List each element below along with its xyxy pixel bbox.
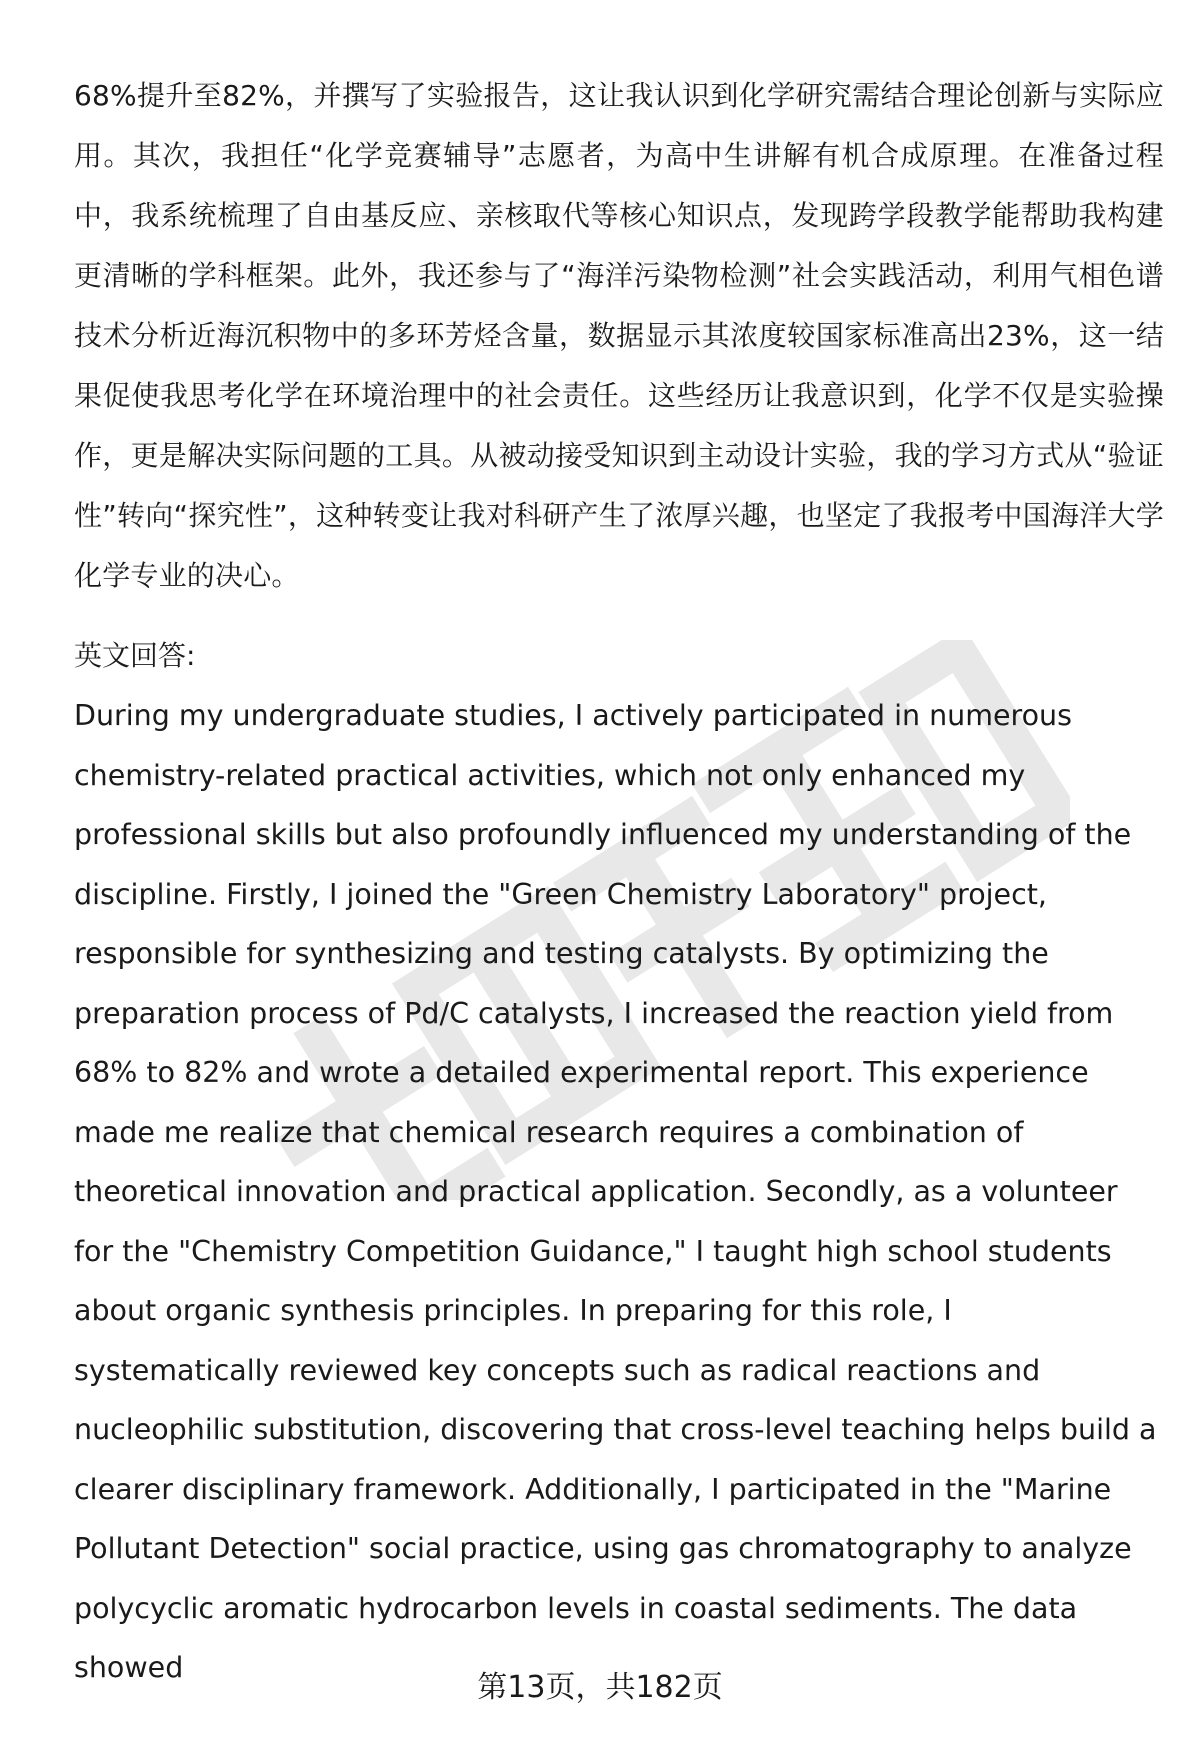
document-body: [74, 66, 1164, 1698]
chinese-answer-paragraph: 68%提升至82%，并撰写了实验报告，这让我认识到化学研究需结合理论创新与实际应用。其次，我担任“化学竞赛辅导”志愿者，为高中生讲解有机合成原理。在准备过程中，我系统梳理了自由基反应、亲核取代等核心知识点，发现跨学段教学能帮助我构建更清晰的学科框架。此外，我还参与了“海洋污染物检测”社会实践活动，利用气相色谱技术分析近海沉积物中的多环芳烃含量，数据显示其浓度较国家标准高出23%，这一结果促使我思考化学在环境治理中的社会责任。这些经历让我意识到，化学不仅是实验操作，更是解决实际问题的工具。从被动接受知识到主动设计实验，我的学习方式从“验证性”转向“探究性”，这种转变让我对科研产生了浓厚兴趣，也坚定了我报考中国海洋大学化学专业的决心。: [74, 79, 1164, 592]
english-answer-paragraph: During my undergraduate studies, I actively participated in numerous chemistry-related practical activities, which not only enhanced my professional skills but also profoundly influenced my understanding of the discipline. Firstly, I joined the "Green Chemistry Laboratory" project, responsible for synthesizing and testing catalysts. By optimizing the preparation process of Pd/C catalysts, I increased the reaction yield from 68% to 82% and wrote a detailed experimental report. This experience made me realize that chemical research requires a combination of theoretical innovation and practical application. Secondly, as a volunteer for the "Chemistry Competition Guidance," I taught high school students about organic synthesis principles. In preparing for this role, I systematically reviewed key concepts such as radical reactions and nucleophilic substitution, discovering that cross-level teaching helps build a clearer disciplinary framework. Additionally, I participated in the "Marine Pollutant Detection" social practice, using gas chromatography to analyze polycyclic aromatic hydrocarbon levels in coastal sediments. The data showed: [74, 699, 1157, 1684]
page-number-footer: 第13页，共182页: [477, 1670, 723, 1705]
english-answer-label: 英文回答:: [74, 639, 196, 672]
